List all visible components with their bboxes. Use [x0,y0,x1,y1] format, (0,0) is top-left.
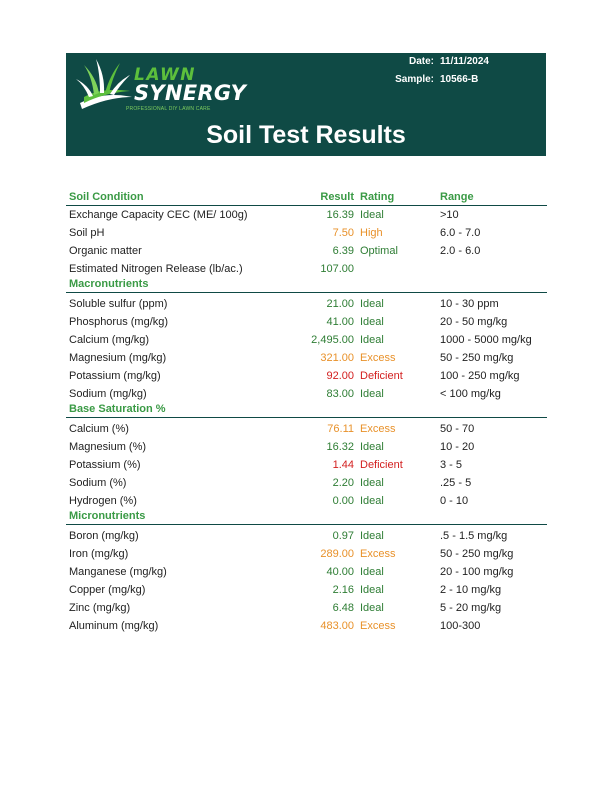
rating-value: Excess [360,620,396,632]
report-header [66,53,546,156]
result-value: 321.00 [320,352,354,364]
rating-value: High [360,227,383,239]
section-title: Macronutrients [69,278,149,290]
range-value: 100 - 250 mg/kg [440,370,520,382]
sample-value: 10566-B [440,74,479,85]
result-value: 6.39 [332,245,354,257]
table-row [66,295,547,313]
result-value: 92.00 [326,370,354,382]
rating-value: Deficient [360,370,403,382]
range-value: 50 - 70 [440,423,475,435]
condition-name: Sodium (%) [69,477,127,489]
result-value: 6.48 [332,602,354,614]
rating-value: Ideal [360,495,384,507]
table-row [66,260,547,278]
sample-label: Sample: [395,74,434,85]
rating-value: Excess [360,548,396,560]
rating-value: Ideal [360,334,384,346]
range-value: 1000 - 5000 mg/kg [440,334,532,346]
rating-value: Ideal [360,530,384,542]
condition-name: Hydrogen (%) [69,495,137,507]
condition-name: Soil pH [69,227,105,239]
rating-value: Excess [360,423,396,435]
result-value: 76.11 [327,423,354,435]
range-value: 2.0 - 6.0 [440,245,481,257]
column-header-rating: Rating [360,191,395,203]
result-value: 2,495.00 [311,334,354,346]
condition-name: Manganese (mg/kg) [69,566,167,578]
range-value: 50 - 250 mg/kg [440,548,514,560]
rating-value: Ideal [360,388,384,400]
condition-name: Phosphorus (mg/kg) [69,316,169,328]
table-row [66,527,547,545]
result-value: 0.97 [332,530,354,542]
result-value: 289.00 [320,548,354,560]
range-value: 20 - 50 mg/kg [440,316,508,328]
result-value: 83.00 [326,388,354,400]
range-value: 10 - 20 [440,441,475,453]
table-row [66,331,547,349]
table-row [66,545,547,563]
table-row [66,563,547,581]
range-value: 6.0 - 7.0 [440,227,481,239]
condition-name: Sodium (mg/kg) [69,388,147,400]
range-value: 50 - 250 mg/kg [440,352,514,364]
result-value: 41.00 [326,316,354,328]
condition-name: Copper (mg/kg) [69,584,146,596]
column-header-condition: Soil Condition [69,191,144,203]
table-row [66,492,547,510]
range-value: 0 - 10 [440,495,469,507]
rating-value: Ideal [360,566,384,578]
condition-name: Potassium (mg/kg) [69,370,161,382]
table-body [66,206,547,635]
condition-name: Calcium (%) [69,423,129,435]
table-row [66,456,547,474]
result-value: 2.16 [332,584,354,596]
table-row [66,385,547,403]
condition-name: Exchange Capacity CEC (ME/ 100g) [69,209,248,221]
logo-word-lawn: LAWN [134,65,197,85]
rating-value: Ideal [360,602,384,614]
logo-word-synergy: SYNERGY [134,81,247,105]
table-row [66,349,547,367]
condition-name: Calcium (mg/kg) [69,334,150,346]
condition-name: Potassium (%) [69,459,141,471]
section-title: Base Saturation % [69,403,166,415]
column-header-result: Result [320,191,354,203]
table-row [66,474,547,492]
condition-name: Zinc (mg/kg) [69,602,131,614]
rating-value: Ideal [360,584,384,596]
condition-name: Magnesium (%) [69,441,147,453]
results-table [66,188,547,635]
section-header [66,510,547,525]
table-row [66,224,547,242]
lawn-synergy-logo [74,57,247,115]
table-row [66,313,547,331]
rating-value: Ideal [360,477,384,489]
result-value: 16.32 [326,441,354,453]
date-label: Date: [408,56,434,67]
range-value: 3 - 5 [440,459,463,471]
result-value: 0.00 [332,495,354,507]
grass-logo-icon [74,57,138,113]
result-value: 107.00 [320,263,354,275]
range-value: 20 - 100 mg/kg [440,566,514,578]
rating-value: Ideal [360,441,384,453]
table-row [66,367,547,385]
section-title: Micronutrients [69,510,146,522]
table-row [66,599,547,617]
section-header [66,403,547,418]
condition-name: Soluble sulfur (ppm) [69,298,168,310]
condition-name: Organic matter [69,245,142,257]
result-value: 21.00 [326,298,354,310]
table-row [66,617,547,635]
page-title: Soil Test Results [206,121,406,149]
section-header [66,278,547,293]
rating-value: Deficient [360,459,403,471]
condition-name: Estimated Nitrogen Release (lb/ac.) [69,263,243,275]
range-value: .5 - 1.5 mg/kg [440,530,508,542]
range-value: >10 [440,209,459,221]
table-row [66,420,547,438]
logo-tagline: PROFESSIONAL DIY LAWN CARE [126,106,211,112]
condition-name: Boron (mg/kg) [69,530,139,542]
range-value: 10 - 30 ppm [440,298,499,310]
result-value: 40.00 [326,566,354,578]
column-header-range: Range [440,191,474,203]
range-value: 2 - 10 mg/kg [440,584,502,596]
table-row [66,242,547,260]
result-value: 1.44 [332,459,354,471]
rating-value: Ideal [360,209,384,221]
range-value: 5 - 20 mg/kg [440,602,502,614]
table-header-row [66,188,547,206]
condition-name: Aluminum (mg/kg) [69,620,159,632]
range-value: 100-300 [440,620,481,632]
result-value: 7.50 [332,227,354,239]
range-value: < 100 mg/kg [440,388,501,400]
date-value: 11/11/2024 [440,56,489,67]
table-row [66,581,547,599]
result-value: 16.39 [326,209,354,221]
result-value: 2.20 [332,477,354,489]
table-row [66,206,547,224]
range-value: .25 - 5 [440,477,472,489]
condition-name: Magnesium (mg/kg) [69,352,167,364]
rating-value: Ideal [360,298,384,310]
rating-value: Ideal [360,316,384,328]
rating-value: Optimal [360,245,398,257]
table-row [66,438,547,456]
condition-name: Iron (mg/kg) [69,548,129,560]
rating-value: Excess [360,352,396,364]
result-value: 483.00 [320,620,354,632]
